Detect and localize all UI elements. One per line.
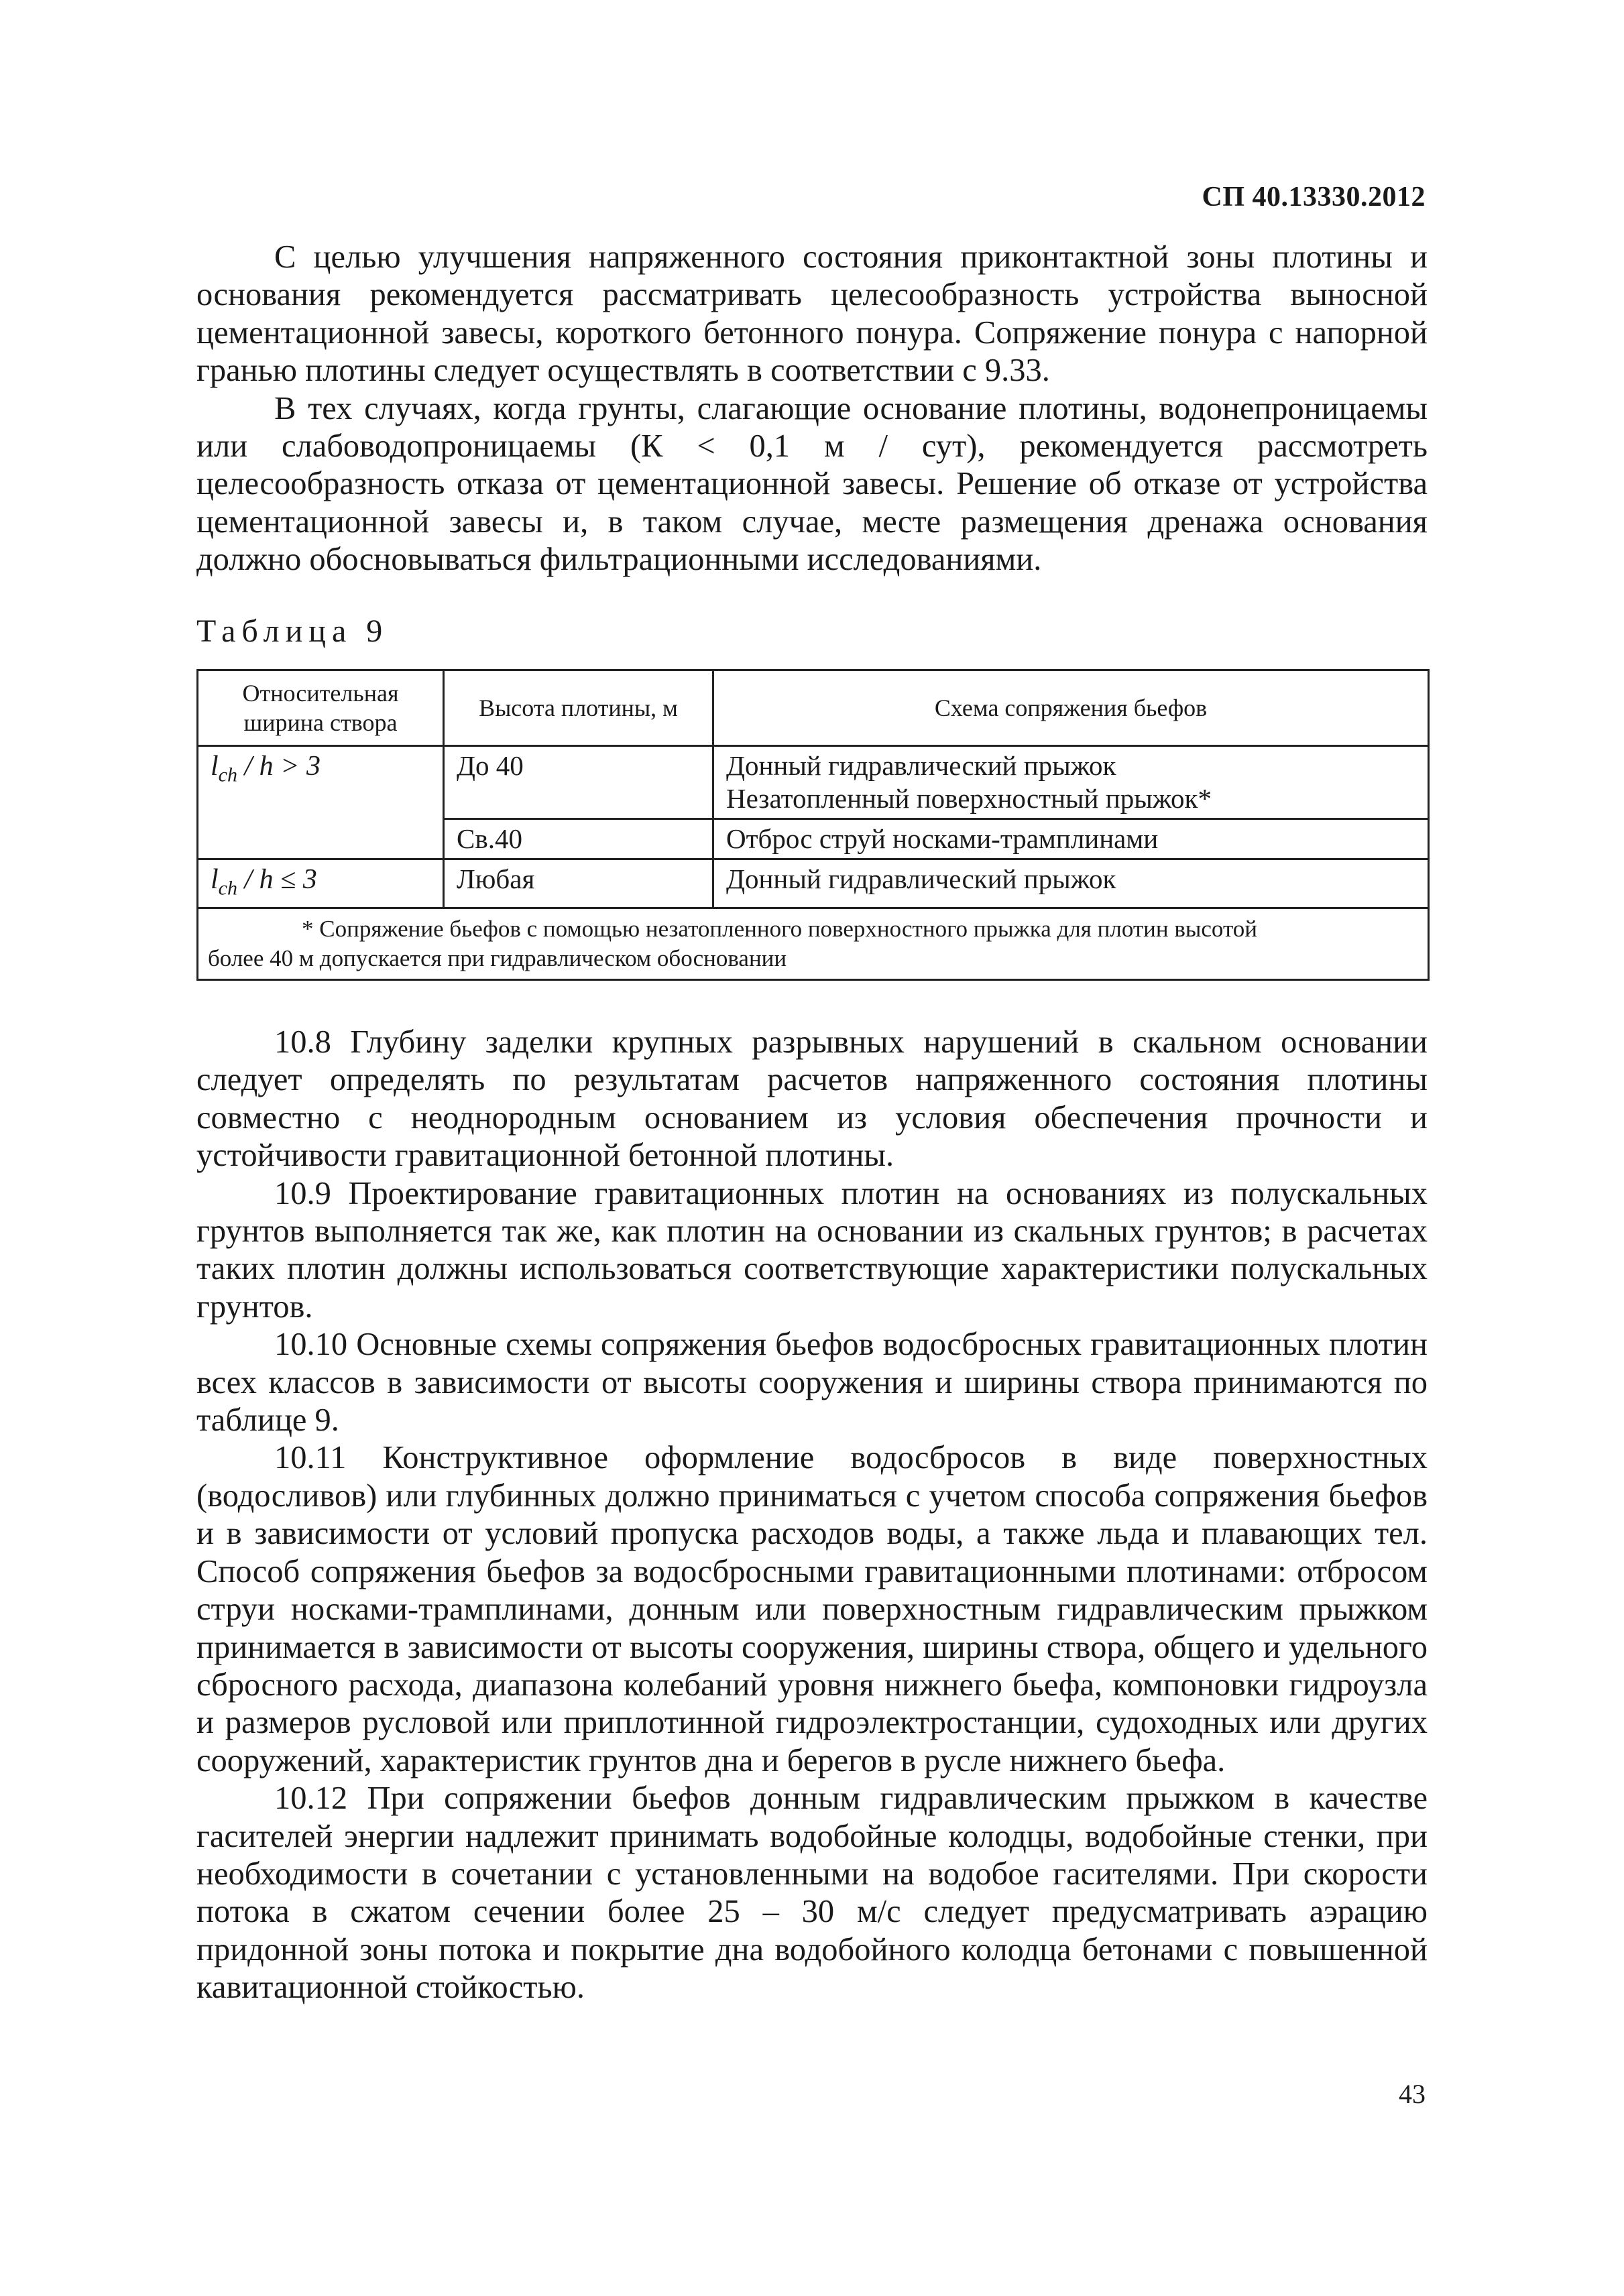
condition-formula: $l_{ch} / h \le 3$ bbox=[211, 864, 317, 900]
footnote-line: * Сопряжение бьефов с помощью незатопленного поверхностного прыжка для плотин высотой bbox=[302, 916, 1258, 943]
condition-cell bbox=[198, 859, 444, 908]
condition-formula: $l_{ch} / h > 3$ bbox=[211, 751, 321, 786]
paragraph: 10.10 Основные схемы сопряжения бьефов водосбросных гравитационных плотин всех классов в зависимости от высоты сооружения и ширины створа принимаются по таблице 9. bbox=[196, 1327, 1428, 1439]
page-number: 43 bbox=[1399, 2079, 1426, 2109]
body-text-bottom bbox=[196, 1024, 1428, 2007]
footnote-line: более 40 м допускается при гидравлическом обосновании bbox=[208, 945, 787, 972]
paragraph: С целью улучшения напряженного состояния приконтактной зоны плотины и основания рекомендуется рассматривать целесообразность устройства выносной цементационной завесы, короткого бетонного понура. Сопряжение понура с напорной гранью плотины следует осуществлять в соответствии с 9.33. bbox=[196, 239, 1428, 389]
paragraph: 10.9 Проектирование гравитационных плотин на основаниях из полускальных грунтов выполняется так же, как плотин на основании из скальных грунтов; в расчетах таких плотин должны использоваться соответствующие характеристики полускальных грунтов. bbox=[196, 1175, 1428, 1325]
column-header: Схема сопряжения бьефов bbox=[713, 670, 1429, 746]
paragraph: 10.11 Конструктивное оформление водосбросов в виде поверхностных (водосливов) или глубинных должно приниматься с учетом способа сопряжения бьефов и в зависимости от условий пропуска расходов воды, а также льда и плавающих тел. Способ сопряжения бьефов за водосбросными гравитационными плотинами: отбросом струи носками-трамплинами, донным или поверхностным гидравлическим прыжком принимается в зависимости от высоты сооружения, ширины створа, общего и удельного сбросного расхода, диапазона колебаний уровня нижнего бьефа, компоновки гидроузла и размеров русловой или приплотинной гидроэлектростанции, судоходных или других сооружений, характеристик грунтов дна и берегов в русле нижнего бьефа. bbox=[196, 1440, 1428, 1778]
scheme-line: Незатопленный поверхностный прыжок* bbox=[726, 783, 1212, 814]
height-cell: Любая bbox=[444, 859, 713, 908]
table-caption: Таблица 9 bbox=[196, 613, 389, 649]
paragraph: В тех случаях, когда грунты, слагающие основание плотины, водонепроницаемы или слабоводопроницаемы (К < 0,1 м / сут), рекомендуется рассмотреть целесообразность отказа от цементационной завесы. Решение об отказе от устройства цементационной завесы и, в таком случае, месте размещения дренажа основания должно обосновываться фильтрационными исследованиями. bbox=[196, 390, 1428, 578]
column-header: Относительная ширина створа bbox=[198, 670, 444, 746]
body-text-top bbox=[196, 239, 1428, 579]
scheme-cell bbox=[713, 746, 1429, 819]
scheme-cell: Отброс струй носками-трамплинами bbox=[713, 819, 1429, 859]
table-row bbox=[198, 859, 1429, 908]
height-cell: Св.40 bbox=[444, 819, 713, 859]
table-footnote bbox=[198, 908, 1429, 980]
table-header-row bbox=[198, 670, 1429, 746]
paragraph: 10.8 Глубину заделки крупных разрывных нарушений в скальном основании следует определять по результатам расчетов напряженного состояния плотины совместно с неоднородным основанием из условия обеспечения прочности и устойчивости гравитационной бетонной плотины. bbox=[196, 1024, 1428, 1174]
table-footnote-row bbox=[198, 908, 1429, 980]
paragraph: 10.12 При сопряжении бьефов донным гидравлическим прыжком в качестве гасителей энергии надлежит принимать водобойные колодцы, водобойные стенки, при необходимости в сочетании с установленными на водобое гасителями. При скорости потока в сжатом сечении более 25 – 30 м/с следует предусматривать аэрацию придонной зоны потока и покрытие дна водобойного колодца бетонами с повышенной кавитационной стойкостью. bbox=[196, 1780, 1428, 2006]
scheme-cell: Донный гидравлический прыжок bbox=[713, 859, 1429, 908]
table-9 bbox=[196, 669, 1430, 981]
condition-cell bbox=[198, 746, 444, 859]
scheme-line: Донный гидравлический прыжок bbox=[726, 750, 1116, 781]
document-code-header: СП 40.13330.2012 bbox=[1202, 182, 1426, 213]
table-row bbox=[198, 746, 1429, 819]
column-header: Высота плотины, м bbox=[444, 670, 713, 746]
height-cell: До 40 bbox=[444, 746, 713, 819]
